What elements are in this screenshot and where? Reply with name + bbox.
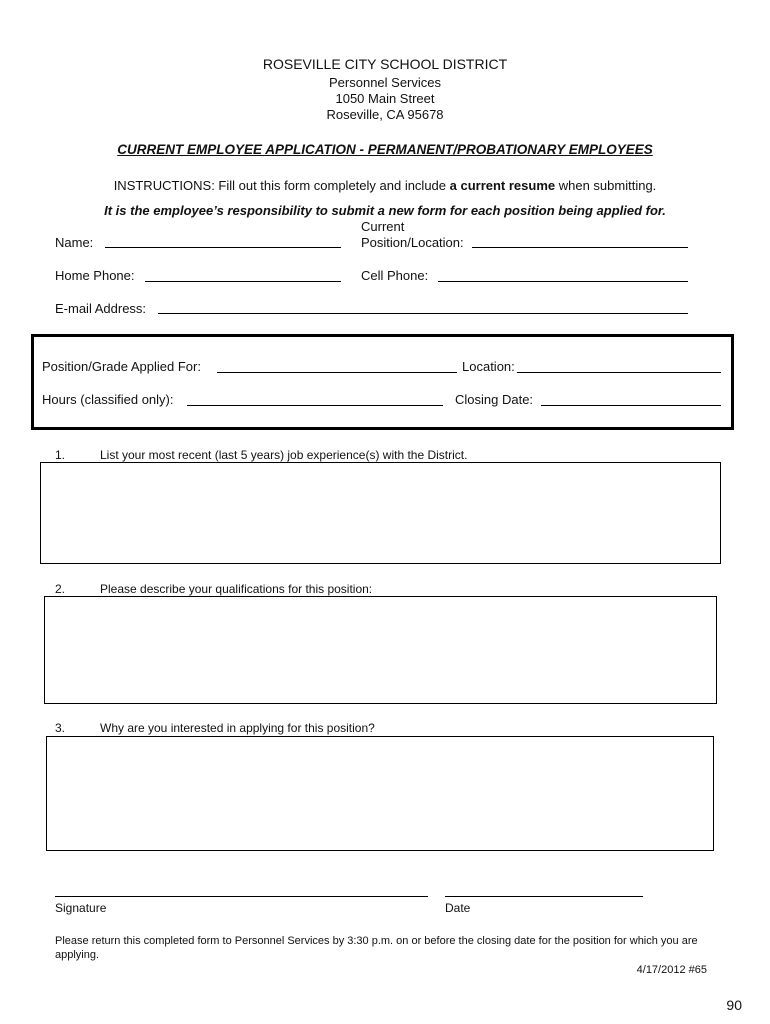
instructions-line: INSTRUCTIONS: Fill out this form completely and include a current resume when submitting. — [113, 178, 657, 193]
position-grade-label: Position/Grade Applied For: — [42, 359, 201, 374]
question-3-number: 3. — [55, 721, 66, 735]
email-label: E-mail Address: — [55, 301, 147, 316]
date-label: Date — [445, 901, 471, 915]
email-field[interactable] — [158, 313, 688, 314]
position-location-label: Position/Location: — [361, 235, 464, 250]
question-1-number: 1. — [55, 448, 66, 462]
home-phone-field[interactable] — [145, 281, 341, 282]
return-note: Please return this completed form to Personnel Services by 3:30 p.m. on or before the closing date for the position for which you are applying. — [55, 935, 698, 961]
hours-field[interactable] — [187, 405, 443, 406]
page-number: 90 — [726, 997, 742, 1013]
cell-phone-field[interactable] — [438, 281, 688, 282]
location-label: Location: — [462, 359, 515, 374]
district-name: ROSEVILLE CITY SCHOOL DISTRICT — [262, 56, 508, 72]
name-field[interactable] — [105, 247, 341, 248]
form-title: CURRENT EMPLOYEE APPLICATION - PERMANENT/PROBATIONARY EMPLOYEES — [117, 142, 653, 157]
cell-phone-label: Cell Phone: — [361, 268, 429, 283]
department-name: Personnel Services — [329, 75, 441, 90]
street-address: 1050 Main Street — [335, 91, 435, 106]
question-2-answer-box[interactable] — [44, 596, 717, 704]
responsibility-note: It is the employee’s responsibility to submit a new form for each position being applied for. — [104, 203, 666, 218]
position-location-field[interactable] — [472, 247, 688, 248]
location-field[interactable] — [517, 372, 721, 373]
hours-label: Hours (classified only): — [42, 392, 174, 407]
closing-date-label: Closing Date: — [455, 392, 534, 407]
name-label: Name: — [55, 235, 94, 250]
form-code: 4/17/2012 #65 — [636, 964, 707, 976]
signature-field[interactable] — [55, 896, 428, 897]
question-1-answer-box[interactable] — [40, 462, 721, 564]
position-grade-field[interactable] — [217, 372, 457, 373]
question-3-answer-box[interactable] — [46, 736, 714, 851]
city-address: Roseville, CA 95678 — [326, 107, 444, 122]
date-field[interactable] — [445, 896, 643, 897]
question-1-text: List your most recent (last 5 years) job experience(s) with the District. — [100, 448, 468, 462]
question-3-text: Why are you interested in applying for this position? — [100, 721, 375, 735]
question-2-text: Please describe your qualifications for this position: — [100, 582, 373, 596]
position-box — [31, 334, 734, 430]
closing-date-field[interactable] — [541, 405, 721, 406]
question-2-number: 2. — [55, 582, 66, 596]
home-phone-label: Home Phone: — [55, 268, 135, 283]
current-label: Current — [361, 219, 405, 234]
signature-label: Signature — [55, 901, 107, 915]
